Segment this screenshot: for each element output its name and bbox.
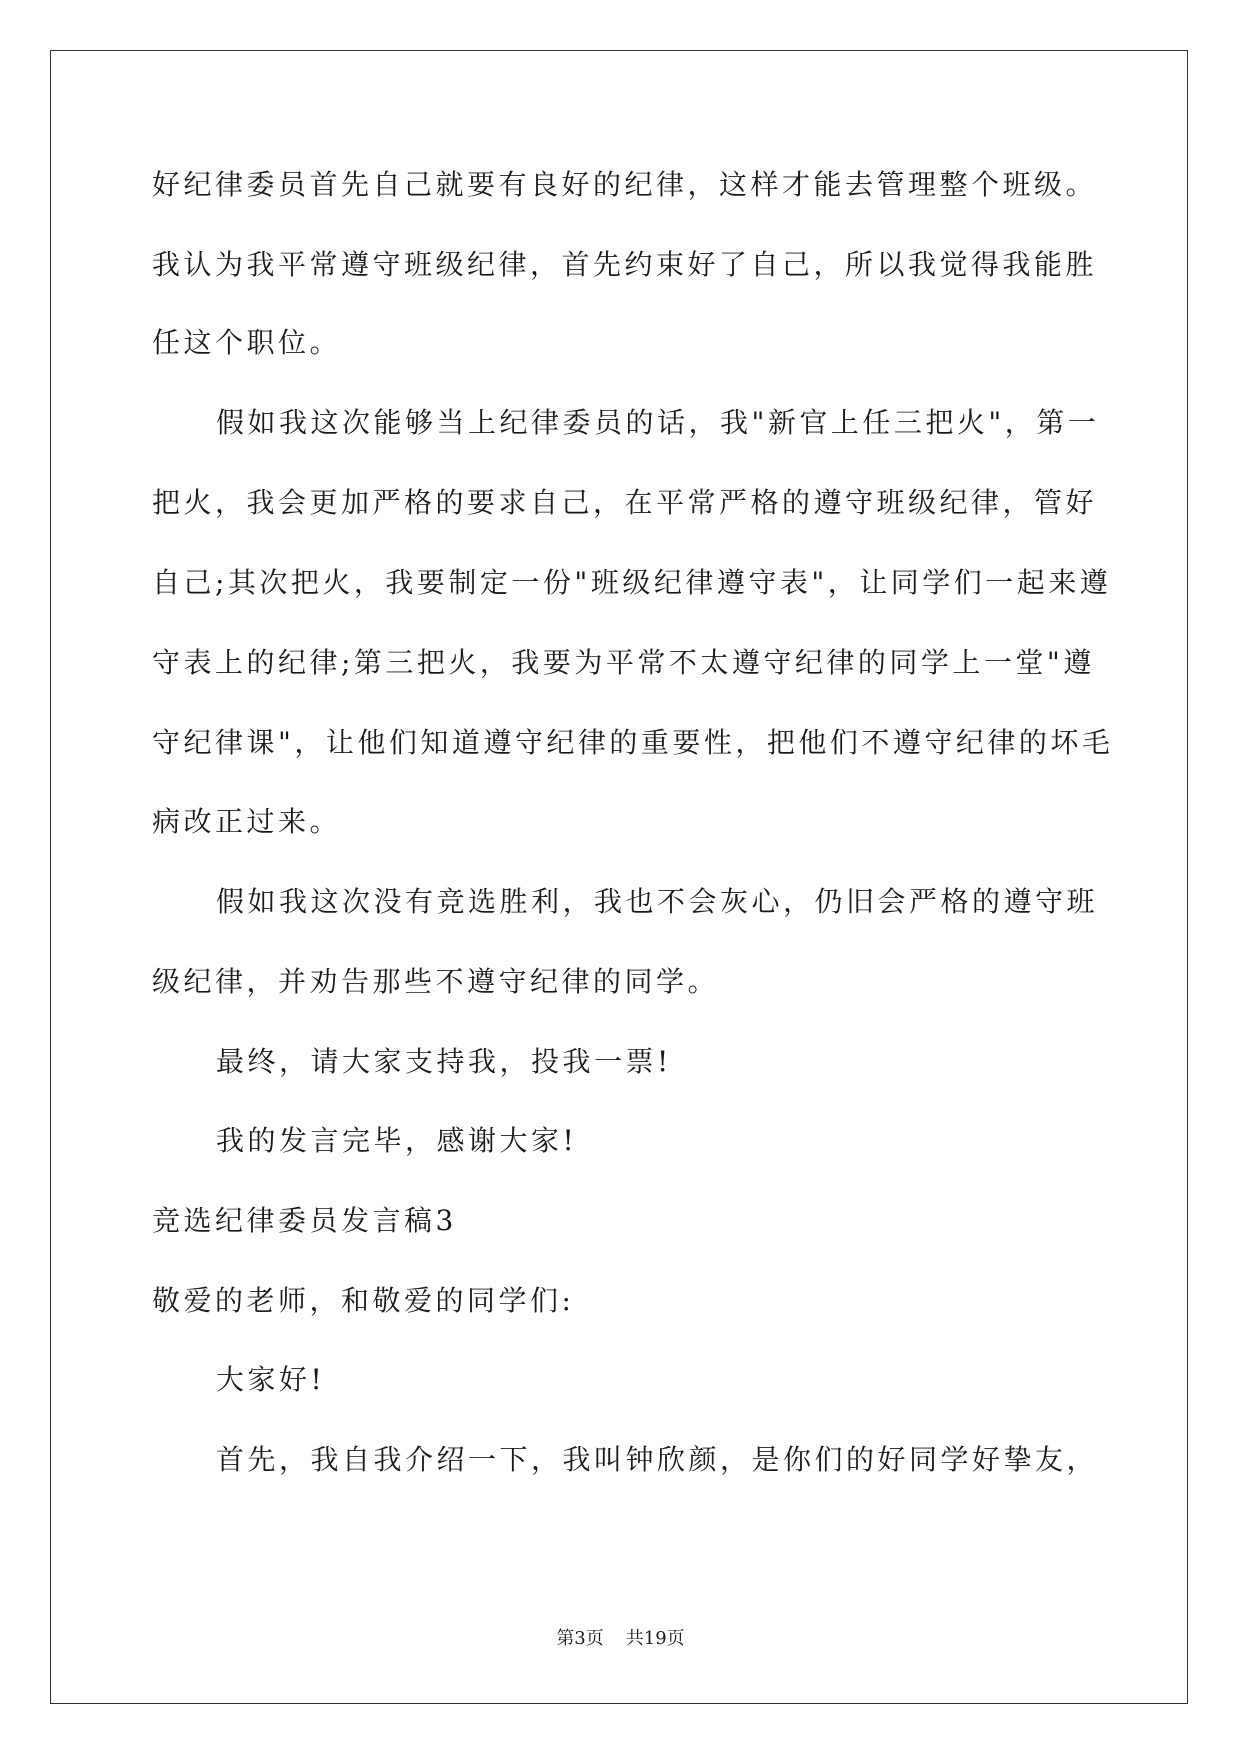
section-heading: 竞选纪律委员发言稿3 <box>152 1204 457 1237</box>
page-footer <box>0 1627 1241 1651</box>
body-line-2: 我认为我平常遵守班级纪律，首先约束好了自己，所以我觉得我能胜 <box>152 248 1098 281</box>
page-number: 第3页 <box>556 1628 604 1649</box>
greeting-line: 大家好! <box>216 1363 326 1396</box>
salutation-line: 敬爱的老师，和敬爱的同学们: <box>152 1284 575 1317</box>
body-line-17: 首先，我自我介绍一下，我叫钟欣颜，是你们的好同学好挚友， <box>216 1443 1099 1476</box>
body-line-8: 守纪律课"，让他们知道遵守纪律的重要性，把他们不遵守纪律的坏毛 <box>152 726 1114 759</box>
body-line-3: 任这个职位。 <box>152 326 342 359</box>
body-line-6: 自己;其次把火，我要制定一份"班级纪律遵守表"，让同学们一起来遵 <box>152 566 1112 599</box>
body-line-5: 把火，我会更加严格的要求自己，在平常严格的遵守班级纪律，管好 <box>152 486 1098 519</box>
body-line-7: 守表上的纪律;第三把火，我要为平常不太遵守纪律的同学上一堂"遵 <box>152 646 1095 679</box>
body-line-1: 好纪律委员首先自己就要有良好的纪律，这样才能去管理整个班级。 <box>152 168 1098 201</box>
body-line-4: 假如我这次能够当上纪律委员的话，我"新官上任三把火"，第一 <box>216 406 1100 439</box>
body-line-13: 我的发言完毕，感谢大家! <box>216 1124 578 1157</box>
body-line-11: 级纪律，并劝告那些不遵守纪律的同学。 <box>152 965 720 998</box>
body-line-12: 最终，请大家支持我，投我一票! <box>216 1045 672 1078</box>
body-line-9: 病改正过来。 <box>152 805 342 838</box>
body-line-10: 假如我这次没有竞选胜利，我也不会灰心，仍旧会严格的遵守班 <box>216 885 1099 918</box>
page-total: 共19页 <box>625 1628 685 1649</box>
